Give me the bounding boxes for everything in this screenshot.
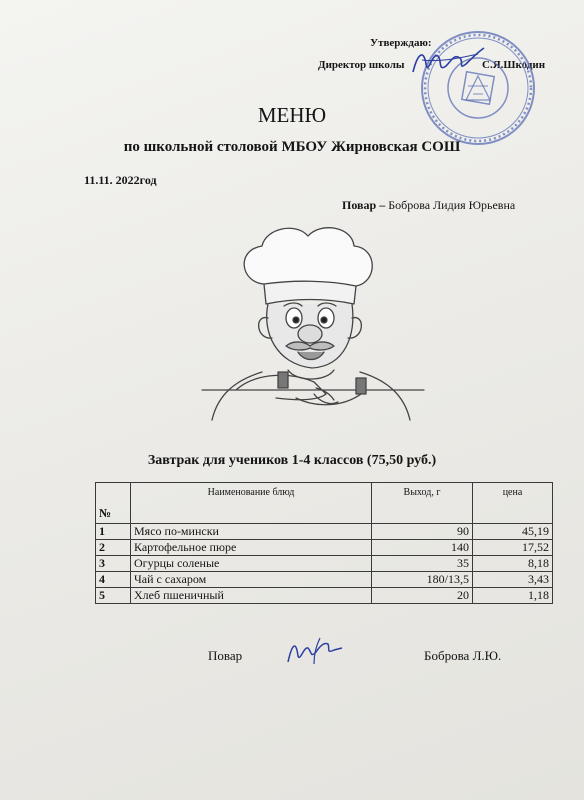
director-label: Директор школы [318,59,405,71]
row-dish-name: Хлеб пшеничный [131,588,372,604]
row-num: 3 [96,556,131,572]
breakfast-title: Завтрак для учеников 1-4 классов (75,50 руб.) [147,453,437,468]
table-row [96,588,553,604]
column-header-name: Наименование блюд [131,483,372,524]
row-output: 90 [372,524,473,540]
page-title: МЕНЮ [257,103,327,127]
table-row [96,556,553,572]
row-num: 1 [96,524,131,540]
footer-cook-name: Боброва Л.Ю. [424,648,502,663]
cook-signature-icon [280,632,346,668]
table-row [96,524,553,540]
column-header-output: Выход, г [372,483,473,524]
row-output: 20 [372,588,473,604]
row-dish-name: Мясо по-мински [131,524,372,540]
menu-date: 11.11. 2022год [84,173,157,187]
row-dish-name: Чай с сахаром [131,572,372,588]
row-num: 2 [96,540,131,556]
menu-table [95,482,553,604]
row-num: 4 [96,572,131,588]
column-header-price: цена [473,483,553,524]
row-price: 17,52 [473,540,553,556]
row-price: 1,18 [473,588,553,604]
row-output: 140 [372,540,473,556]
row-output: 180/13,5 [372,572,473,588]
director-name: С.Я.Шкодин [482,59,546,71]
row-dish-name: Огурцы соленые [131,556,372,572]
column-header-num: № [96,483,131,524]
table-row [96,540,553,556]
table-header-row [96,483,553,524]
footer-cook-role: Повар [208,648,243,663]
cook-label: Повар – [342,198,386,212]
table-row [96,572,553,588]
director-signature-icon [408,42,488,82]
row-price: 8,18 [473,556,553,572]
row-price: 3,43 [473,572,553,588]
chef-illustration [196,222,432,422]
row-output: 35 [372,556,473,572]
page-subtitle: по школьной столовой МБОУ Жирновская СОШ [123,139,461,155]
row-dish-name: Картофельное пюре [131,540,372,556]
row-price: 45,19 [473,524,553,540]
cook-name: Боброва Лидия Юрьевна [388,198,516,212]
cook-line [342,198,515,213]
row-num: 5 [96,588,131,604]
approve-label: Утверждаю: [370,37,432,49]
